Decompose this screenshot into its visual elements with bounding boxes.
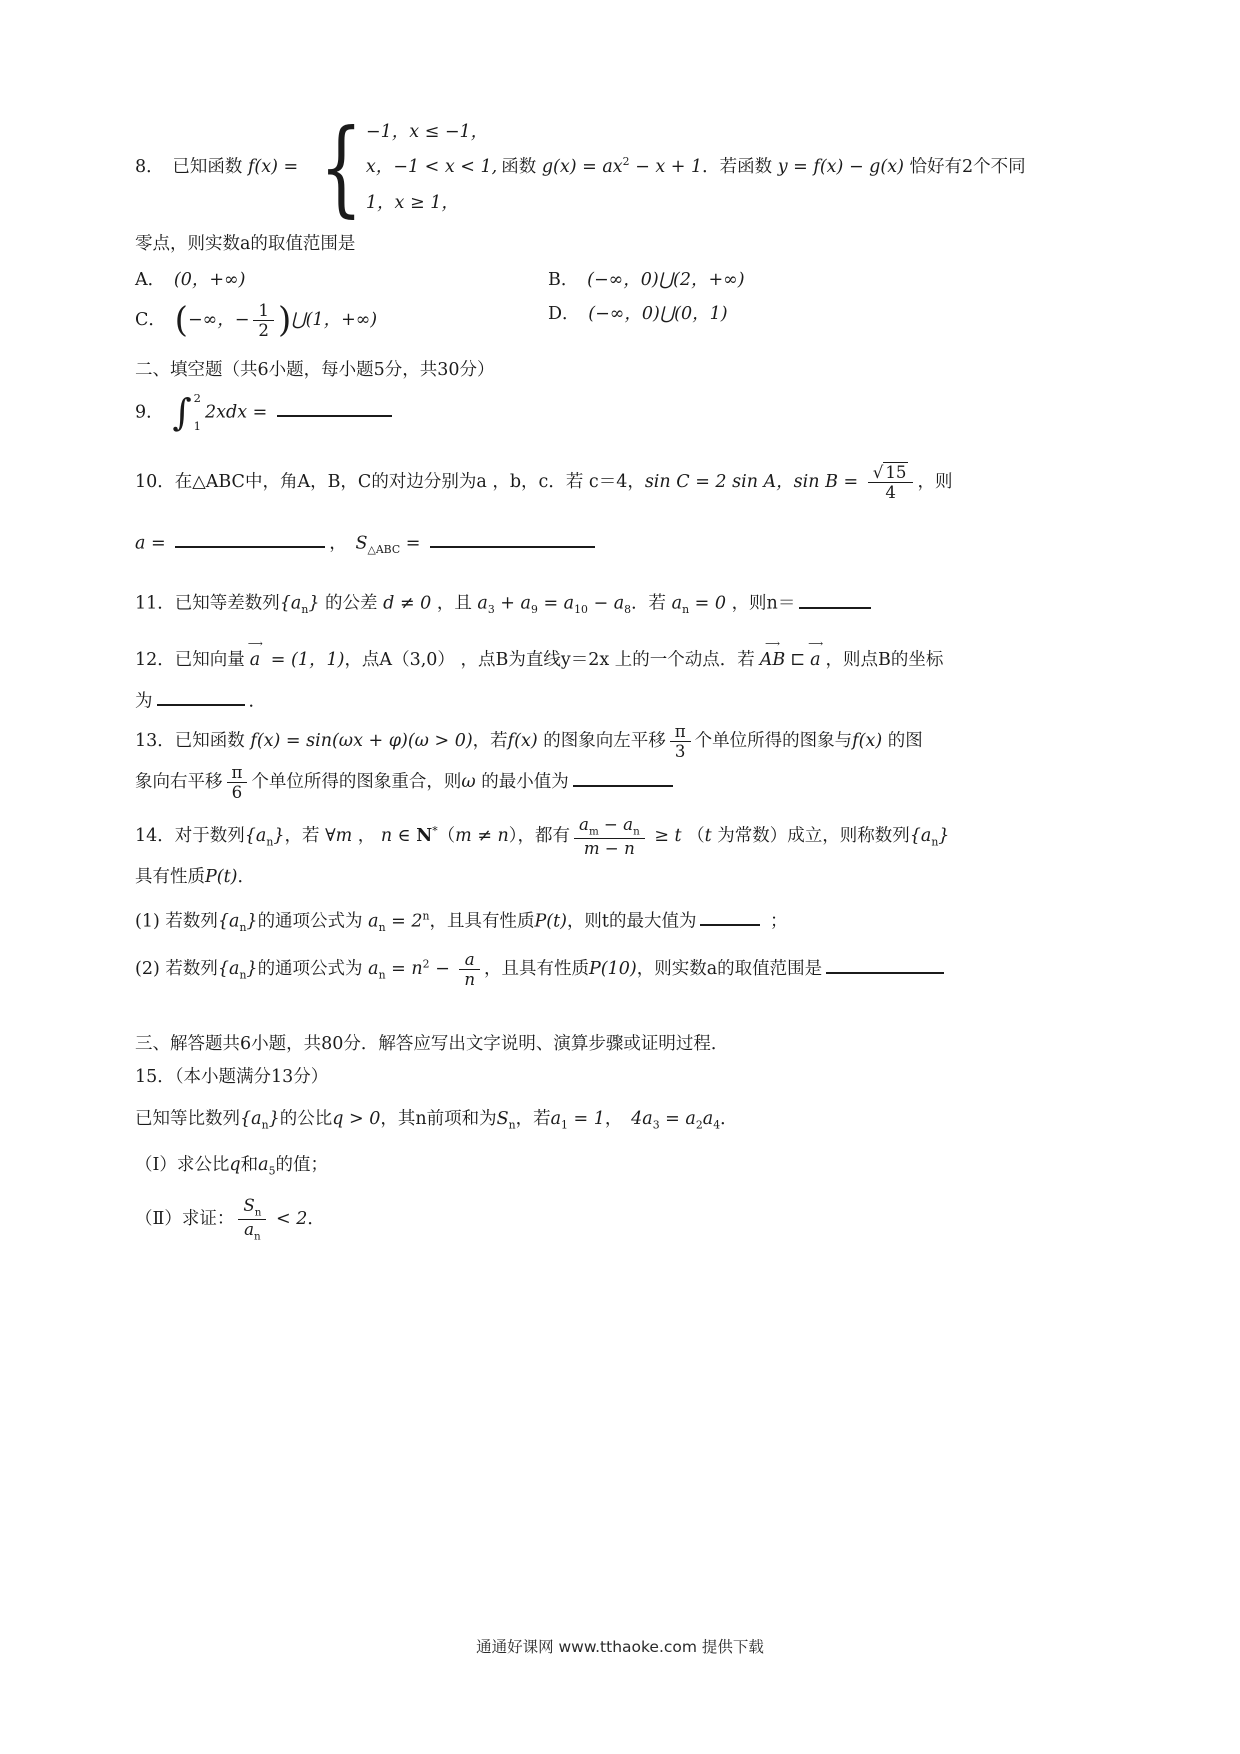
question-8-cont bbox=[135, 231, 1135, 257]
math-run: a bbox=[362, 959, 379, 980]
question-12 bbox=[135, 644, 1135, 673]
answer-blank bbox=[430, 528, 595, 548]
answer-blank bbox=[573, 767, 673, 787]
text-run: （Ⅱ）求证： bbox=[135, 1208, 235, 1229]
text-run: ． bbox=[237, 866, 255, 887]
integral bbox=[172, 390, 201, 435]
math-run: a bbox=[258, 1154, 269, 1175]
math-run: a bbox=[464, 950, 475, 970]
radical-sign: √ bbox=[872, 462, 884, 482]
text-run: B． bbox=[548, 270, 588, 291]
footer-watermark: 通通好课网 www.tthaoke.com 提供下载 bbox=[476, 1638, 764, 1656]
text-run: ． bbox=[720, 1108, 738, 1129]
math-run: a bbox=[550, 1108, 562, 1129]
math-run: m − n bbox=[583, 838, 635, 858]
fraction-denominator bbox=[253, 321, 274, 340]
question-14-cont bbox=[135, 864, 1135, 890]
fraction-numerator bbox=[238, 1196, 266, 1220]
question-12-cont bbox=[135, 686, 1135, 715]
text-run: 的通项公式为 bbox=[257, 911, 363, 932]
subscript: n bbox=[378, 968, 386, 982]
math-run: } bbox=[246, 911, 258, 932]
piecewise-row bbox=[366, 190, 497, 216]
text-run: ，则点B的坐标 bbox=[825, 650, 944, 671]
math-run: n bbox=[464, 970, 476, 990]
text-run: 的图 bbox=[882, 731, 923, 752]
lower-limit: 1 bbox=[193, 419, 201, 434]
math-run: S bbox=[243, 1195, 255, 1215]
vector: AB ⟶ bbox=[758, 644, 788, 673]
text-run: 3 bbox=[674, 742, 686, 762]
math-run: = n bbox=[385, 959, 423, 980]
text-run: ，且具有性质 bbox=[484, 959, 590, 980]
math-run: 1，x ≥ 1， bbox=[365, 192, 459, 213]
fraction-numerator bbox=[868, 463, 914, 483]
math-run: } bbox=[246, 959, 258, 980]
fraction bbox=[459, 950, 480, 989]
math-run: − a bbox=[587, 593, 625, 614]
text-run: 零点，则实数a的取值范围是 bbox=[135, 233, 356, 254]
subscript: n bbox=[239, 920, 247, 934]
text-run: 个单位所得的图象重合，则 bbox=[251, 772, 462, 793]
math-run: = 1 bbox=[567, 1108, 605, 1129]
fraction-denominator bbox=[868, 483, 914, 502]
math-run: m ≠ n bbox=[455, 825, 509, 846]
text-run: 2 bbox=[258, 321, 269, 341]
question-11 bbox=[135, 588, 1135, 618]
question-8 bbox=[135, 106, 1135, 228]
text-run: ．若 bbox=[631, 593, 672, 614]
text-run: A． bbox=[135, 270, 174, 291]
math-run: n ∈ bbox=[375, 825, 417, 846]
math-run: a bbox=[471, 593, 488, 614]
text-run: ， bbox=[329, 533, 356, 554]
option-right bbox=[548, 301, 1135, 340]
math-run: (−∞，0)⋃(2，+∞) bbox=[587, 270, 745, 291]
math-run: P(10) bbox=[589, 959, 637, 980]
text-run: 10．在△ABC中，角A，B，C的对边分别为a ，b，c．若 c＝4， bbox=[135, 471, 645, 492]
text-run: ，则t的最大值为 bbox=[566, 911, 697, 932]
math-run: ∀m bbox=[325, 825, 358, 846]
math-run: = (1，1) bbox=[265, 650, 345, 671]
math-run: ω bbox=[461, 772, 476, 793]
subscript: 10 bbox=[574, 603, 588, 616]
text-run: ，其n前项和为 bbox=[380, 1108, 497, 1129]
text-run: C． bbox=[135, 310, 175, 331]
fraction bbox=[670, 722, 691, 761]
subscript: n bbox=[254, 1229, 261, 1242]
text-run: 6 bbox=[231, 783, 243, 803]
subscript: △ABC bbox=[367, 542, 401, 556]
math-run: −∞，− bbox=[187, 310, 250, 331]
text-run: ． bbox=[248, 690, 266, 711]
options-c-d bbox=[135, 301, 1135, 340]
text-run: ． bbox=[307, 1208, 325, 1229]
subscript: 9 bbox=[530, 603, 538, 616]
answer-blank bbox=[826, 954, 944, 974]
math-run: < 2 bbox=[270, 1208, 308, 1229]
subscript: 2 bbox=[695, 1118, 703, 1132]
text-run: 为 bbox=[135, 690, 153, 711]
question-15-part1 bbox=[135, 1152, 1135, 1180]
text-run: ，且 bbox=[436, 593, 472, 614]
text-run: 的值； bbox=[275, 1154, 328, 1175]
question-14-part1 bbox=[135, 906, 1135, 936]
text-run: 13．已知函数 bbox=[135, 731, 251, 752]
text-run: ，则 bbox=[917, 471, 953, 492]
fraction-denominator bbox=[459, 970, 480, 989]
math-run: − a bbox=[598, 814, 634, 834]
text-run: ，若 bbox=[515, 1108, 551, 1129]
math-run: d ≠ 0 bbox=[377, 593, 437, 614]
text-run: π bbox=[674, 722, 686, 742]
text-run: 的最小值为 bbox=[475, 772, 569, 793]
option-left bbox=[135, 301, 548, 340]
math-run: a bbox=[579, 814, 589, 834]
text-run: 15．（本小题满分13分） bbox=[135, 1066, 329, 1087]
text-run: 象向右平移 bbox=[135, 772, 223, 793]
superscript: 2 bbox=[422, 957, 430, 971]
math-run: x，−1 < x < 1, bbox=[365, 157, 498, 178]
math-run: ≥ t bbox=[648, 825, 688, 846]
text-run: 14．对于数列 bbox=[135, 825, 245, 846]
text-run: 1 bbox=[258, 301, 269, 321]
question-10-blanks bbox=[135, 528, 1135, 558]
piecewise-row bbox=[366, 154, 497, 180]
vector: a ⟶ bbox=[808, 644, 822, 673]
subscript: 3 bbox=[487, 603, 495, 616]
fraction bbox=[574, 815, 645, 858]
text-run: ， bbox=[357, 825, 376, 846]
question-14-part2 bbox=[135, 950, 1135, 989]
text-run: ．若函数 bbox=[702, 156, 778, 177]
option-right bbox=[548, 267, 1135, 293]
answer-blank bbox=[700, 906, 760, 926]
math-run: a = bbox=[135, 533, 172, 554]
text-run: 12．已知向量 bbox=[135, 650, 245, 671]
math-run: P(t) bbox=[205, 866, 238, 887]
math-run: = a bbox=[659, 1108, 696, 1129]
brace: { bbox=[319, 106, 363, 228]
math-run: a bbox=[702, 1108, 714, 1129]
fraction bbox=[868, 463, 914, 502]
math-run: } bbox=[308, 593, 320, 614]
math-run: f(x) bbox=[507, 731, 538, 752]
fraction-numerator bbox=[459, 950, 480, 970]
math-run: {a bbox=[240, 1108, 262, 1129]
fraction-denominator bbox=[574, 839, 645, 858]
section-3-header bbox=[135, 1031, 1135, 1057]
fraction-denominator bbox=[238, 1220, 266, 1243]
integral-sign: ∫ bbox=[172, 391, 192, 435]
math-run: (0，+∞) bbox=[173, 270, 246, 291]
fraction-numerator bbox=[253, 301, 274, 321]
text-run: 个单位所得的图象与 bbox=[694, 731, 853, 752]
square-root bbox=[873, 463, 909, 482]
exam-content bbox=[135, 106, 1135, 1243]
text-run: ， bbox=[604, 1108, 632, 1129]
text-run: ，则n＝ bbox=[731, 593, 796, 614]
text-run: 8． 已知函数 bbox=[135, 156, 243, 177]
text-run: 和 bbox=[240, 1154, 259, 1175]
answer-blank bbox=[175, 528, 325, 548]
text-run: 的图象向左平移 bbox=[537, 731, 666, 752]
options-a-b bbox=[135, 267, 1135, 293]
math-run: a bbox=[362, 911, 379, 932]
question-14 bbox=[135, 815, 1135, 858]
subscript: 3 bbox=[652, 1118, 660, 1132]
section-2-header bbox=[135, 357, 1135, 383]
text-run: ，若 bbox=[284, 825, 326, 846]
piecewise-function bbox=[308, 106, 498, 228]
question-13 bbox=[135, 722, 1135, 761]
text-run: 的公比 bbox=[279, 1108, 333, 1129]
question-15-part2 bbox=[135, 1196, 1135, 1243]
subscript: n bbox=[239, 968, 247, 982]
math-run: S bbox=[355, 533, 368, 554]
question-10 bbox=[135, 463, 1135, 502]
math-run: (−∞，0)⋃(0，1) bbox=[588, 304, 728, 325]
math-run: = 2 bbox=[385, 911, 423, 932]
superscript: n bbox=[422, 909, 430, 923]
text-run: （ bbox=[437, 825, 456, 846]
text-run: 的通项公式为 bbox=[257, 959, 363, 980]
math-run: sin C = 2 sin A，sin B = bbox=[644, 471, 864, 492]
text-run: 具有性质 bbox=[135, 866, 205, 887]
subscript: n bbox=[378, 920, 386, 934]
fraction-denominator bbox=[227, 783, 248, 802]
math-run: P(t) bbox=[534, 911, 567, 932]
text-run: 9． bbox=[135, 402, 173, 423]
subscript: n bbox=[931, 835, 939, 849]
text-run: 11．已知等差数列 bbox=[135, 593, 280, 614]
fraction-numerator bbox=[670, 722, 691, 742]
text-run: (2) 若数列 bbox=[135, 959, 218, 980]
math-run: g(x) = ax bbox=[541, 156, 623, 177]
text-run: （ bbox=[687, 825, 705, 846]
subscript: 1 bbox=[561, 1118, 568, 1132]
bold-run: N bbox=[416, 825, 433, 846]
math-run: − x + 1 bbox=[629, 156, 703, 177]
text-run: 的公差 bbox=[319, 593, 378, 614]
math-run: t bbox=[704, 825, 712, 846]
math-run: f(x) = sin(ωx + φ)(ω > 0) bbox=[250, 731, 473, 752]
math-run: {a bbox=[279, 593, 302, 614]
math-run: − bbox=[429, 959, 456, 980]
fraction-numerator bbox=[574, 815, 645, 839]
math-run: } bbox=[273, 825, 285, 846]
answer-blank bbox=[277, 397, 392, 417]
fraction-denominator bbox=[670, 742, 691, 761]
math-run: = bbox=[400, 533, 426, 554]
text-run: ，且具有性质 bbox=[429, 911, 535, 932]
text-run: 三、解答题共6小题，共80分．解答应写出文字说明、演算步骤或证明过程． bbox=[135, 1034, 729, 1055]
subscript: n bbox=[508, 1118, 516, 1132]
question-15-given bbox=[135, 1106, 1135, 1134]
question-15 bbox=[135, 1064, 1135, 1090]
math-run: 2xdx = bbox=[205, 402, 273, 423]
subscript: n bbox=[254, 1205, 262, 1218]
math-run: ⋃(1，+∞) bbox=[291, 310, 378, 331]
text-run: ，点A（3,0） ，点B为直线y＝2x 上的一个动点．若 bbox=[344, 650, 755, 671]
math-run: 4a bbox=[631, 1108, 653, 1129]
text-run: D． bbox=[548, 304, 589, 325]
subscript: n bbox=[633, 824, 640, 837]
math-run: q bbox=[229, 1154, 241, 1175]
text-run: (1) 若数列 bbox=[135, 911, 218, 932]
math-run: a bbox=[244, 1219, 255, 1239]
math-run: + a bbox=[494, 593, 531, 614]
subscript: 5 bbox=[268, 1164, 276, 1178]
vector: a ⟶ bbox=[248, 644, 262, 673]
text-run: 恰好有2个不同 bbox=[903, 156, 1026, 177]
question-9 bbox=[135, 390, 1135, 435]
subscript: m bbox=[588, 824, 599, 837]
subscript: n bbox=[301, 603, 309, 616]
answer-blank bbox=[157, 686, 245, 706]
math-run: y = f(x) − g(x) bbox=[777, 156, 904, 177]
answer-blank bbox=[799, 588, 871, 608]
text-run: 为常数）成立，则称数列 bbox=[711, 825, 910, 846]
math-run: a bbox=[671, 593, 683, 614]
text-run: （Ⅰ）求公比 bbox=[135, 1154, 230, 1175]
math-run: = 0 bbox=[689, 593, 732, 614]
fraction bbox=[253, 301, 274, 340]
big-paren: ( bbox=[174, 300, 188, 341]
piecewise-rows bbox=[366, 119, 497, 216]
math-run: S bbox=[496, 1108, 509, 1129]
math-run: f(x) = bbox=[242, 156, 304, 177]
text-run: ； bbox=[764, 911, 788, 932]
subscript: n bbox=[266, 835, 274, 849]
subscript: 4 bbox=[713, 1118, 721, 1132]
subscript: n bbox=[682, 603, 690, 616]
text-run: 函数 bbox=[501, 156, 542, 177]
math-run: } bbox=[268, 1108, 280, 1129]
fraction bbox=[227, 763, 248, 802]
text-run: ，若 bbox=[472, 731, 508, 752]
upper-limit: 2 bbox=[193, 390, 201, 405]
fraction bbox=[238, 1196, 266, 1243]
integral-limits bbox=[193, 390, 201, 434]
text-run: 二、填空题（共6小题，每小题5分，共30分） bbox=[135, 359, 495, 380]
big-paren: ) bbox=[277, 300, 292, 341]
superscript: * bbox=[432, 823, 438, 837]
math-run: {a bbox=[909, 825, 932, 846]
fraction-numerator bbox=[227, 763, 248, 783]
text-run: 已知等比数列 bbox=[135, 1108, 240, 1129]
text-run: π bbox=[231, 763, 243, 783]
text-run: 4 bbox=[885, 482, 896, 502]
text-run: ⊏ bbox=[790, 650, 806, 671]
math-run: {a bbox=[217, 911, 240, 932]
piecewise-row bbox=[366, 119, 497, 145]
subscript: 8 bbox=[624, 603, 632, 616]
text-run: ，则实数a的取值范围是 bbox=[636, 959, 823, 980]
superscript: 2 bbox=[622, 155, 630, 169]
math-run: = a bbox=[537, 593, 575, 614]
option-left bbox=[135, 267, 548, 293]
subscript: n bbox=[261, 1118, 269, 1132]
question-13-cont bbox=[135, 763, 1135, 802]
math-run: {a bbox=[217, 959, 240, 980]
math-run: −1，x ≤ −1， bbox=[365, 122, 489, 143]
math-run: } bbox=[938, 825, 950, 846]
text-run: ），都有 bbox=[508, 825, 571, 846]
radicand: 15 bbox=[885, 462, 907, 482]
math-run: q > 0 bbox=[332, 1108, 381, 1129]
math-run: {a bbox=[244, 825, 267, 846]
math-run: f(x) bbox=[852, 731, 883, 752]
